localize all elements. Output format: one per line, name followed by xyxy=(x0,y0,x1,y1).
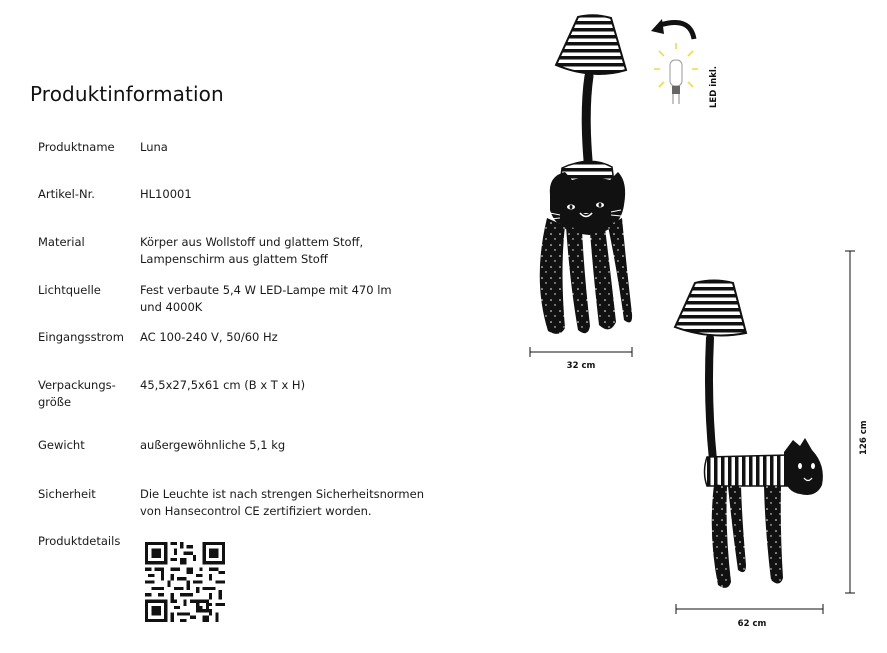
row-value: Körper aus Wollstoff und glattem Stoff, Lampenschirm aus glattem Stoff xyxy=(140,235,364,266)
row-label: Sicherheit xyxy=(38,487,96,501)
large-height-label: 126 cm xyxy=(859,420,869,455)
row-label: Eingangsstrom xyxy=(38,330,124,344)
row-label: Produktdetails xyxy=(38,534,121,548)
row-label: Produktname xyxy=(38,140,115,154)
small-width-dimension xyxy=(530,347,632,357)
large-lamp xyxy=(675,281,823,588)
large-height-dimension xyxy=(845,251,855,593)
small-width-label: 32 cm xyxy=(566,361,596,371)
row-label: Gewicht xyxy=(38,438,85,452)
large-width-label: 62 cm xyxy=(737,619,767,629)
row-value: AC 100-240 V, 50/60 Hz xyxy=(140,330,278,344)
row-value: Die Leuchte ist nach strengen Sicherheitsnormen von Hansecontrol CE zertifiziert worden. xyxy=(140,487,424,518)
row-label: Artikel-Nr. xyxy=(38,187,95,201)
row-value: Luna xyxy=(140,140,168,154)
row-value: außergewöhnliche 5,1 kg xyxy=(140,438,286,452)
row-value: HL10001 xyxy=(140,187,192,201)
led-label: LED inkl. xyxy=(709,66,719,108)
row-label: Lichtquelle xyxy=(38,283,101,297)
row-value: Fest verbaute 5,4 W LED-Lampe mit 470 lm und 4000K xyxy=(140,283,392,314)
small-lamp xyxy=(540,15,632,334)
row-label: Verpackungs- größe xyxy=(38,378,116,409)
row-label: Material xyxy=(38,235,85,249)
led-bulb-icon xyxy=(654,43,698,104)
page-title: Produktinformation xyxy=(30,82,224,106)
row-value: 45,5x27,5x61 cm (B x T x H) xyxy=(140,378,306,392)
rotate-arrow-icon xyxy=(651,19,694,39)
large-width-dimension xyxy=(676,604,823,614)
